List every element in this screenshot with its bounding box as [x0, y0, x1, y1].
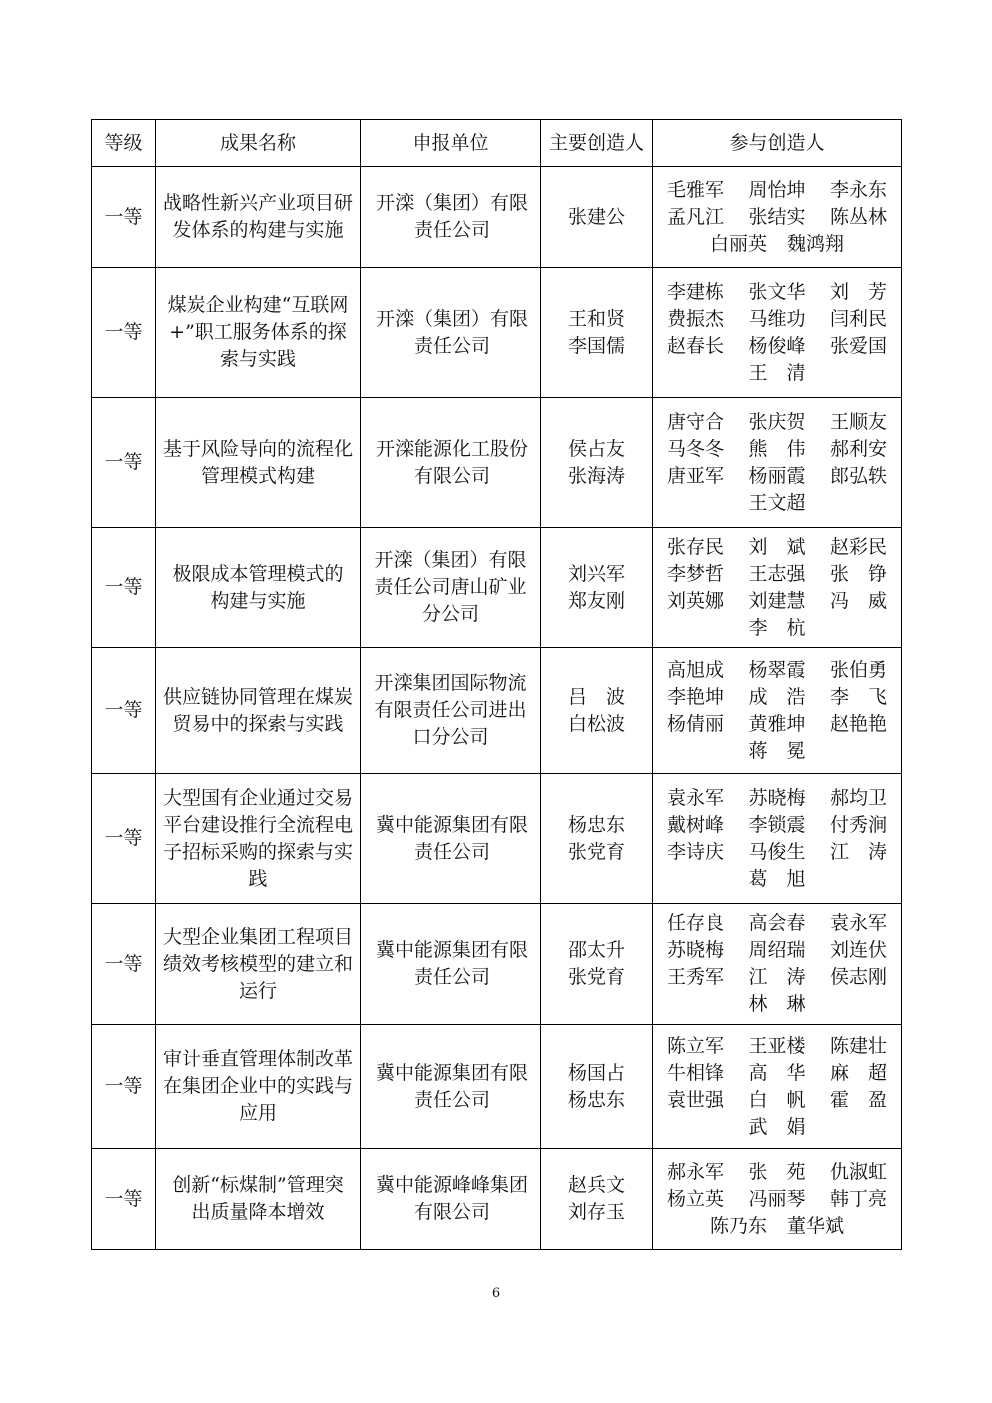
- participant-name: 张伯勇: [829, 658, 887, 681]
- participant-name: 郎弘轶: [829, 464, 887, 487]
- participants-cell: [653, 398, 902, 528]
- table-row: [92, 1025, 902, 1149]
- participant-name: 王秀军: [667, 966, 725, 988]
- title-text: 大型国有企业通过交易平台建设推行全流程电子招标采购的探索与实践: [163, 786, 354, 890]
- unit-text: 冀中能源集团有限责任公司: [375, 939, 528, 988]
- participant-name: 任存良: [667, 912, 725, 934]
- unit-cell: [361, 268, 541, 398]
- header-grade: 等级: [92, 120, 156, 167]
- participant-name: 张 铮: [829, 562, 887, 585]
- grade-cell: 一等: [92, 528, 156, 648]
- participant-name: 袁世强: [667, 1088, 725, 1111]
- participants-line: [659, 436, 895, 463]
- grade-cell: 一等: [92, 1149, 156, 1250]
- main-creator-name: 刘兴军: [567, 562, 625, 585]
- participant-name: 刘英娜: [667, 589, 725, 612]
- title-text: 大型企业集团工程项目绩效考核模型的建立和运行: [163, 925, 354, 1002]
- unit-cell: [361, 1025, 541, 1149]
- header-unit: 申报单位: [361, 120, 541, 167]
- participants-cell: [653, 904, 902, 1025]
- participants-line: [659, 279, 895, 306]
- unit-text: 冀中能源集团有限责任公司: [375, 813, 528, 863]
- title-cell: [156, 904, 361, 1025]
- participant-name: 杨翠霞: [748, 658, 806, 681]
- participant-name: 仇淑虹: [829, 1160, 887, 1183]
- participant-name: 袁永军: [829, 912, 887, 934]
- participant-name: 熊 伟: [748, 437, 806, 460]
- participants-line: [659, 684, 895, 711]
- unit-cell: [361, 904, 541, 1025]
- participant-name: 戴树峰: [667, 813, 725, 836]
- unit-cell: [361, 398, 541, 528]
- table-row: [92, 904, 902, 1025]
- table-row: [92, 1149, 902, 1250]
- participant-name: 郝永军: [667, 1160, 725, 1183]
- participants-cell: [653, 268, 902, 398]
- participant-name: 唐亚军: [667, 464, 725, 487]
- main-creator-name: 侯占友: [567, 437, 625, 460]
- header-title: 成果名称: [156, 120, 361, 167]
- participant-name: 冯 威: [829, 589, 887, 612]
- participant-name: 李锁震: [748, 813, 806, 836]
- main-creator-cell: [541, 167, 653, 268]
- table-row: [92, 648, 902, 774]
- participant-name: 高 华: [748, 1061, 806, 1084]
- unit-text: 开滦（集团）有限责任公司: [375, 192, 528, 241]
- participants-line: [659, 1114, 895, 1141]
- participant-name: 高会春: [748, 912, 806, 934]
- main-creator-name: 张建公: [567, 205, 625, 228]
- grade-cell: 一等: [92, 904, 156, 1025]
- participants-line: [659, 866, 895, 893]
- participant-name: 马维功: [748, 307, 806, 330]
- participant-name: 武 娟: [748, 1115, 806, 1138]
- title-cell: [156, 268, 361, 398]
- participants-line: [659, 711, 895, 738]
- participant-name: 韩丁亮: [829, 1187, 887, 1210]
- main-creator-name: 李国儒: [567, 334, 625, 357]
- participant-name: 冯丽琴: [748, 1187, 806, 1210]
- title-text: 煤炭企业构建“互联网+”职工服务体系的探索与实践: [167, 294, 349, 370]
- participant-name: 刘建慧: [748, 589, 806, 612]
- participant-name: 杨立英: [667, 1187, 725, 1210]
- participants-line: [659, 534, 895, 561]
- participant-name: 李 杭: [748, 616, 806, 639]
- unit-text: 开滦集团国际物流有限责任公司进出口分公司: [374, 672, 527, 748]
- participant-name: 王顺友: [829, 410, 887, 433]
- participants-line: [659, 1033, 895, 1060]
- participant-name: 苏晓梅: [667, 939, 725, 961]
- participant-name: 白 帆: [748, 1088, 806, 1111]
- participants-line: [659, 463, 895, 490]
- participants-line: [659, 657, 895, 684]
- participant-name: 黄雅坤: [748, 712, 806, 735]
- participant-name: 王志强: [748, 562, 806, 585]
- unit-text: 开滦（集团）有限责任公司唐山矿业分公司: [374, 549, 527, 625]
- main-creator-cell: [541, 1025, 653, 1149]
- table-row: [92, 167, 902, 268]
- title-text: 战略性新兴产业项目研发体系的构建与实施: [163, 192, 354, 241]
- header-row: [92, 120, 902, 167]
- main-creator-name: 刘存玉: [567, 1201, 625, 1223]
- main-creator-cell: [541, 398, 653, 528]
- participant-name: 孟凡江: [667, 205, 725, 228]
- participants-line: [659, 937, 895, 964]
- participant-name: 牛相锋: [667, 1061, 725, 1084]
- participants-line: [659, 204, 895, 231]
- participants-line: [659, 910, 895, 937]
- participant-name: 周绍瑞: [748, 939, 806, 961]
- participant-name: 王亚楼: [748, 1034, 806, 1057]
- participants-line: [659, 1159, 895, 1186]
- title-cell: [156, 1025, 361, 1149]
- participant-name: 侯志刚: [829, 966, 887, 988]
- participant-name: 费振杰: [667, 307, 725, 330]
- participant-name: 杨丽霞: [748, 464, 806, 487]
- unit-text: 开滦（集团）有限责任公司: [375, 307, 528, 357]
- participants-line: [659, 177, 895, 204]
- participant-name: 霍 盈: [829, 1088, 887, 1111]
- participant-name: 张文华: [748, 280, 806, 303]
- grade-cell: 一等: [92, 1025, 156, 1149]
- participant-name: 郝利安: [829, 437, 887, 460]
- participant-name: 张庆贺: [748, 410, 806, 433]
- participants-line: [659, 409, 895, 436]
- main-creator-name: 吕 波: [567, 685, 625, 708]
- participant-name: 袁永军: [667, 786, 725, 809]
- participant-name: 赵春长: [667, 334, 725, 357]
- main-creator-cell: [541, 904, 653, 1025]
- title-text: 基于风险导向的流程化管理模式构建: [163, 437, 354, 487]
- main-creator-name: 杨忠东: [567, 813, 625, 836]
- participant-name: 郝均卫: [829, 786, 887, 809]
- unit-cell: [361, 528, 541, 648]
- main-creator-name: 邵太升: [567, 939, 625, 961]
- main-creator-name: 白松波: [567, 712, 625, 735]
- participants-cell: [653, 774, 902, 904]
- grade-cell: 一等: [92, 167, 156, 268]
- title-cell: [156, 648, 361, 774]
- grade-cell: 一等: [92, 268, 156, 398]
- participant-name: 苏晓梅: [748, 786, 806, 809]
- participant-name: 陈建壮: [829, 1034, 887, 1057]
- participant-name: 白丽英: [709, 232, 767, 255]
- participants-cell: [653, 528, 902, 648]
- participants-cell: [653, 648, 902, 774]
- title-cell: [156, 1149, 361, 1250]
- participants-line: [659, 306, 895, 333]
- grade-cell: 一等: [92, 774, 156, 904]
- participants-line: [659, 1087, 895, 1114]
- participant-name: 葛 旭: [748, 867, 806, 890]
- participant-name: 毛雅军: [667, 178, 725, 201]
- participants-cell: [653, 1149, 902, 1250]
- participants-line: [659, 839, 895, 866]
- participant-name: 李永东: [829, 178, 887, 201]
- main-creator-cell: [541, 648, 653, 774]
- header-participants: 参与创造人: [653, 120, 902, 167]
- title-cell: [156, 774, 361, 904]
- participant-name: 刘 斌: [748, 535, 806, 558]
- title-cell: [156, 398, 361, 528]
- page-number: 6: [491, 1286, 501, 1301]
- main-creator-name: 张海涛: [567, 464, 625, 487]
- participants-line: [659, 231, 895, 258]
- participant-name: 付秀涧: [829, 813, 887, 836]
- participants-line: [659, 360, 895, 387]
- main-creator-cell: [541, 1149, 653, 1250]
- participant-name: 李 飞: [829, 685, 887, 708]
- participant-name: 刘连伏: [829, 939, 887, 961]
- participants-line: [659, 964, 895, 991]
- participant-name: 刘 芳: [829, 280, 887, 303]
- participants-cell: [653, 1025, 902, 1149]
- participant-name: 高旭成: [667, 658, 725, 681]
- awards-table: [91, 119, 902, 1250]
- title-text: 供应链协同管理在煤炭贸易中的探索与实践: [163, 685, 354, 735]
- unit-cell: [361, 774, 541, 904]
- title-cell: [156, 167, 361, 268]
- participants-cell: [653, 167, 902, 268]
- participant-name: 赵艳艳: [829, 712, 887, 735]
- participants-line: [659, 738, 895, 765]
- main-creator-name: 杨忠东: [567, 1088, 625, 1111]
- participants-line: [659, 561, 895, 588]
- main-creator-name: 郑友刚: [567, 589, 625, 612]
- header-main-creator: 主要创造人: [541, 120, 653, 167]
- participants-line: [659, 1186, 895, 1213]
- participant-name: 周怡坤: [748, 178, 806, 201]
- participant-name: 张 苑: [748, 1160, 806, 1183]
- participants-line: [659, 615, 895, 642]
- participant-name: 魏鸿翔: [787, 232, 845, 255]
- participants-line: [659, 490, 895, 517]
- unit-cell: [361, 167, 541, 268]
- participant-name: 王文超: [748, 491, 806, 514]
- table-row: [92, 398, 902, 528]
- participants-line: [659, 588, 895, 615]
- unit-text: 冀中能源峰峰集团有限公司: [375, 1174, 528, 1223]
- participant-name: 蒋 冕: [748, 739, 806, 762]
- participant-name: 张存民: [667, 535, 725, 558]
- participant-name: 马俊生: [748, 840, 806, 863]
- participant-name: 林 琳: [748, 993, 806, 1015]
- unit-text: 开滦能源化工股份有限公司: [375, 437, 528, 487]
- participant-name: 陈立军: [667, 1034, 725, 1057]
- participants-line: [659, 1060, 895, 1087]
- main-creator-cell: [541, 774, 653, 904]
- participant-name: 唐守合: [667, 410, 725, 433]
- participant-name: 李诗庆: [667, 840, 725, 863]
- participant-name: 李艳坤: [667, 685, 725, 708]
- participants-line: [659, 785, 895, 812]
- table-row: [92, 774, 902, 904]
- main-creator-cell: [541, 268, 653, 398]
- title-text: 创新“标煤制”管理突出质量降本增效: [172, 1174, 344, 1223]
- table-row: [92, 528, 902, 648]
- participant-name: 陈丛林: [829, 205, 887, 228]
- main-creator-cell: [541, 528, 653, 648]
- participant-name: 董华斌: [787, 1214, 845, 1237]
- title-text: 审计垂直管理体制改革在集团企业中的实践与应用: [163, 1048, 354, 1124]
- participant-name: 江 涛: [748, 966, 806, 988]
- grade-cell: 一等: [92, 648, 156, 774]
- grade-cell: 一等: [92, 398, 156, 528]
- participants-line: [659, 333, 895, 360]
- participant-name: 李建栋: [667, 280, 725, 303]
- unit-cell: [361, 1149, 541, 1250]
- unit-cell: [361, 648, 541, 774]
- table-row: [92, 268, 902, 398]
- participant-name: 麻 超: [829, 1061, 887, 1084]
- main-creator-name: 王和贤: [567, 307, 625, 330]
- participant-name: 杨倩丽: [667, 712, 725, 735]
- title-text: 极限成本管理模式的构建与实施: [172, 562, 344, 612]
- participant-name: 王 清: [748, 361, 806, 384]
- participant-name: 闫利民: [829, 307, 887, 330]
- unit-text: 冀中能源集团有限责任公司: [375, 1061, 528, 1111]
- participant-name: 杨俊峰: [748, 334, 806, 357]
- participants-line: [659, 991, 895, 1018]
- participant-name: 陈乃东: [709, 1214, 767, 1237]
- participant-name: 张结实: [748, 205, 806, 228]
- main-creator-name: 赵兵文: [567, 1174, 625, 1196]
- main-creator-name: 张党育: [567, 966, 625, 988]
- participant-name: 马冬冬: [667, 437, 725, 460]
- participant-name: 李梦哲: [667, 562, 725, 585]
- participant-name: 张爱国: [829, 334, 887, 357]
- title-cell: [156, 528, 361, 648]
- participant-name: 赵彩民: [829, 535, 887, 558]
- main-creator-name: 杨国占: [567, 1061, 625, 1084]
- participant-name: 成 浩: [748, 685, 806, 708]
- participants-line: [659, 812, 895, 839]
- participant-name: 江 涛: [829, 840, 887, 863]
- participants-line: [659, 1213, 895, 1240]
- main-creator-name: 张党育: [567, 840, 625, 863]
